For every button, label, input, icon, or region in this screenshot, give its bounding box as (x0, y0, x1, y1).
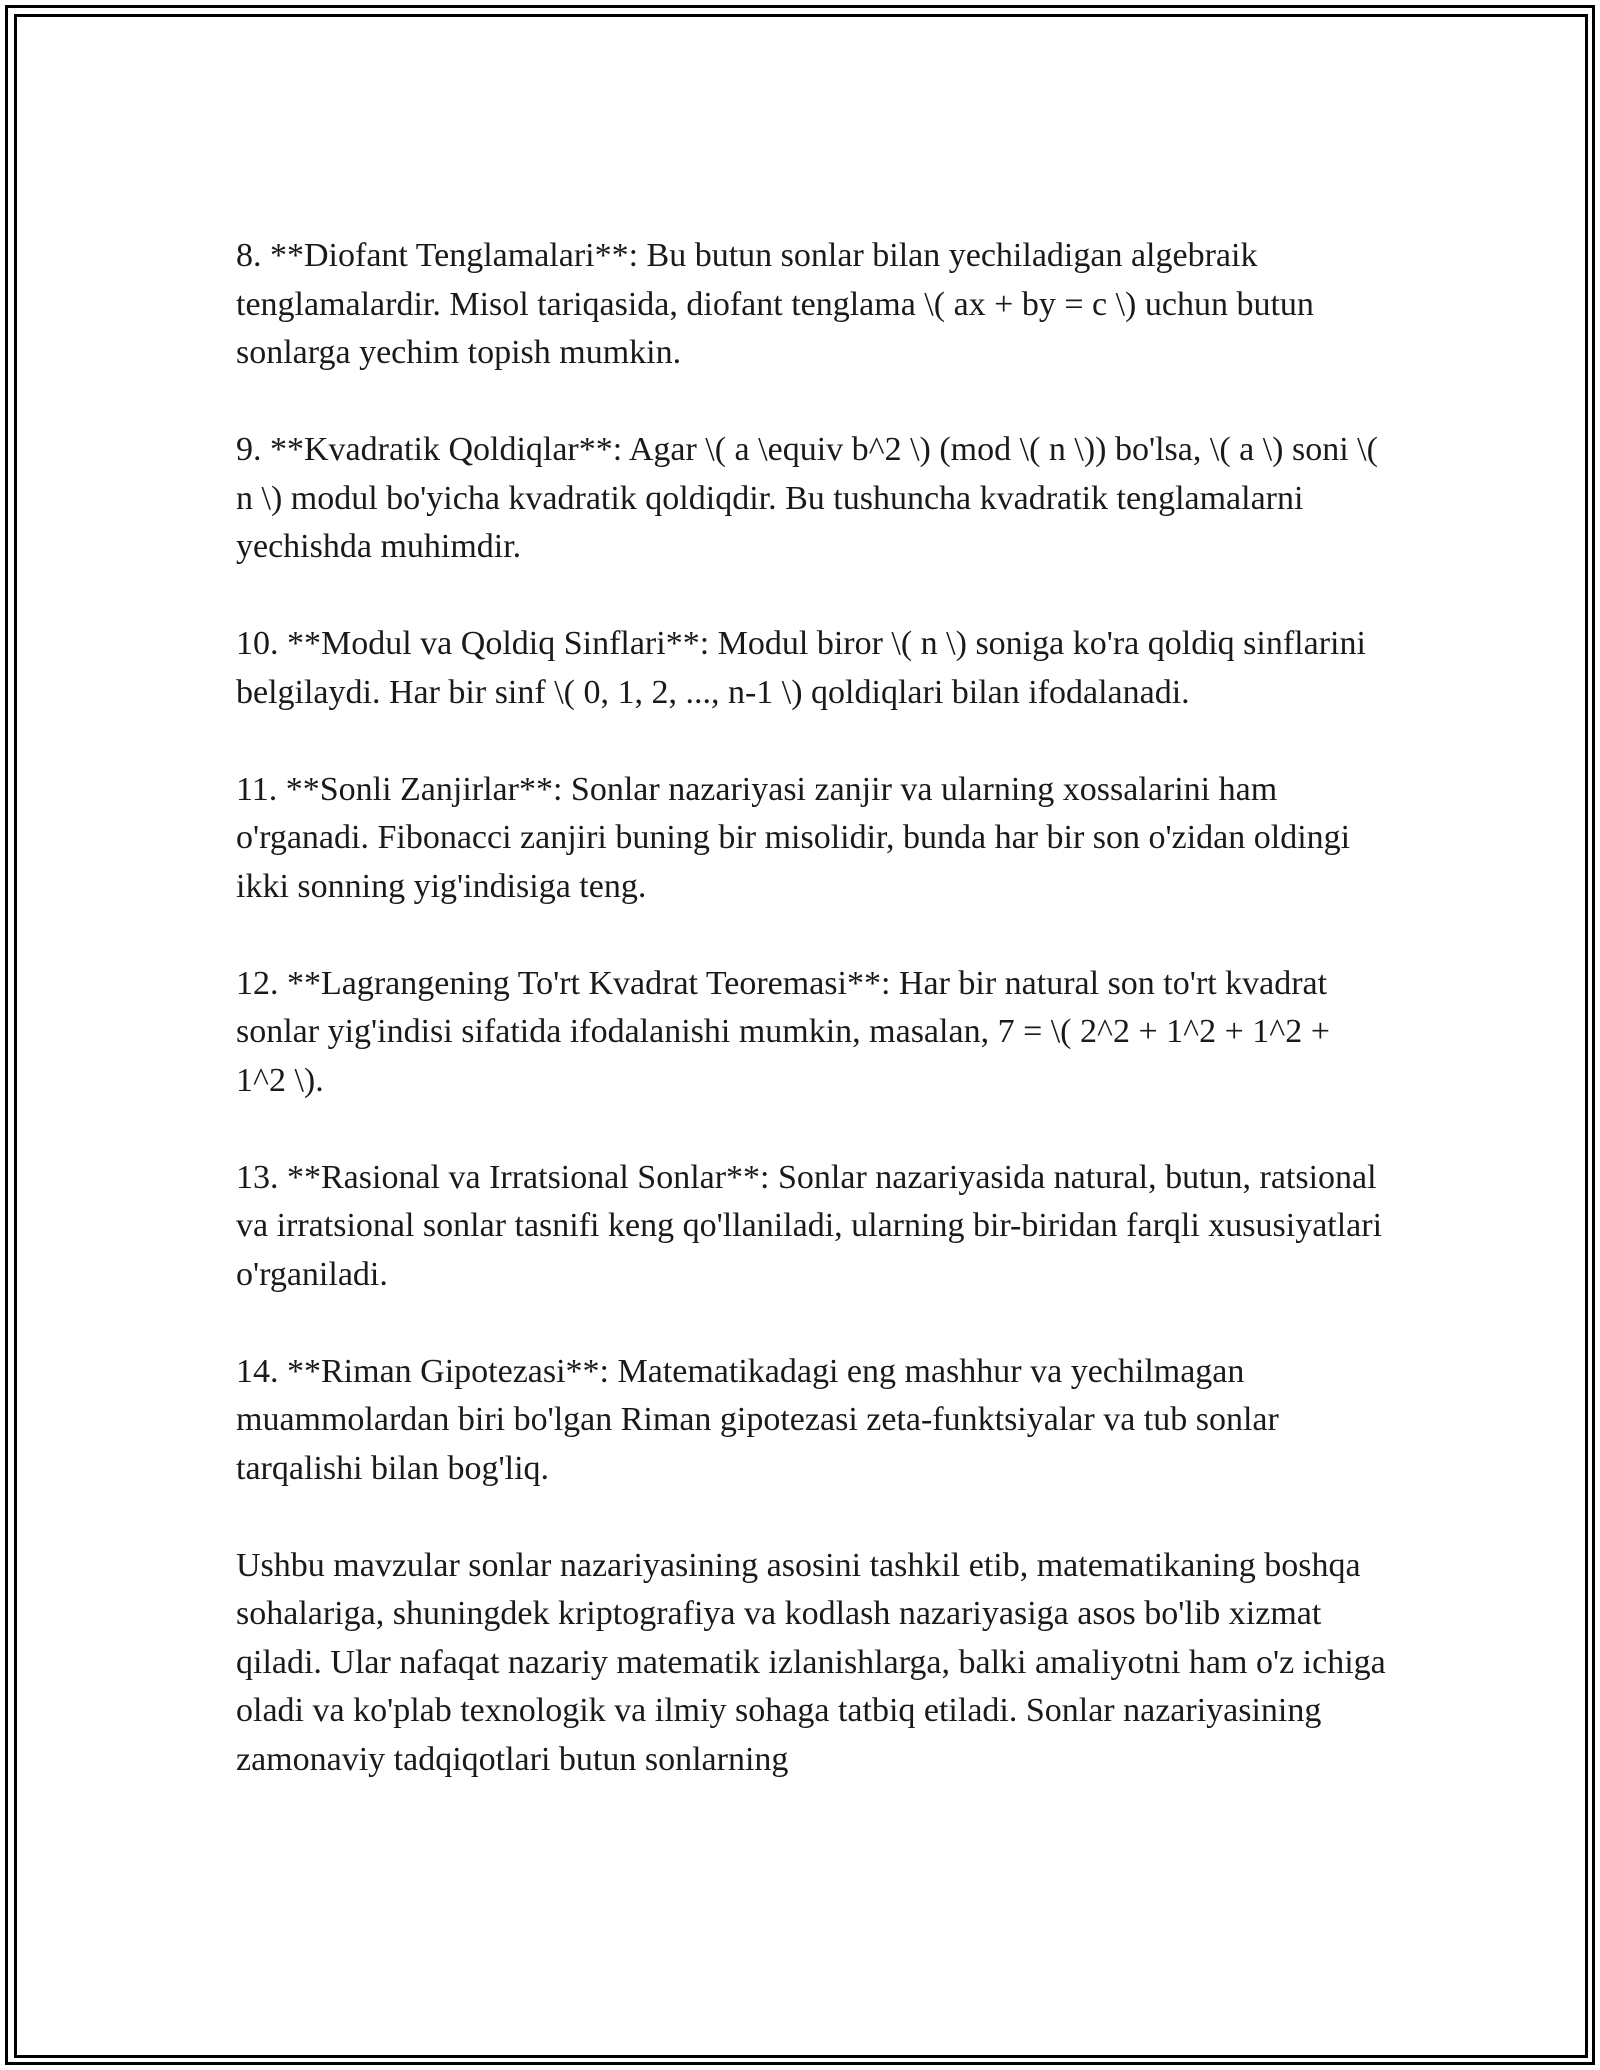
paragraph-conclusion: Ushbu mavzular sonlar nazariyasining asosini tashkil etib, matematikaning boshqa sohalariga, shuningdek kriptografiya va kodlash nazariyasiga asos bo'lib xizmat qiladi. Ular nafaqat nazariy matematik izlanishlarga, balki amaliyotni ham o'z ichiga oladi va ko'plab texnologik va ilmiy sohaga tatbiq etiladi. Sonlar nazariyasining zamonaviy tadqiqotlari butun sonlarning (236, 1546, 1386, 1778)
paragraph-riman-gipotezasi: 14. **Riman Gipotezasi**: Matematikadagi eng mashhur va yechilmagan muammolardan biri bo'lgan Riman gipotezasi zeta-funktsiyalar va tub sonlar tarqalishi bilan bog'liq. (236, 1352, 1279, 1487)
document-body (236, 232, 1386, 1833)
paragraph-lagrange-teoremasi: 12. **Lagrangening To'rt Kvadrat Teoremasi**: Har bir natural son to'rt kvadrat sonlar yig'indisi sifatida ifodalanishi mumkin, masalan, 7 = \( 2^2 + 1^2 + 1^2 + 1^2 \). (236, 964, 1330, 1099)
paragraph-sonli-zanjirlar: 11. **Sonli Zanjirlar**: Sonlar nazariyasi zanjir va ularning xossalarini ham o'rganadi. Fibonacci zanjiri buning bir misolidir, bunda har bir son o'zidan oldingi ikki sonning yig'indisiga teng. (236, 770, 1351, 905)
paragraph-kvadratik-qoldiqlar: 9. **Kvadratik Qoldiqlar**: Agar \( a \equiv b^2 \) (mod \( n \)) bo'lsa, \( a \) soni \( n \) modul bo'yicha kvadratik qoldiqdir. Bu tushuncha kvadratik tenglamalarni yechishda muhimdir. (236, 431, 1378, 565)
paragraph-rasional-irratsional-sonlar: 13. **Rasional va Irratsional Sonlar**: Sonlar nazariyasida natural, butun, ratsional va irratsional sonlar tasnifi keng qo'llaniladi, ularning bir-biridan farqli xususiyatlari o'rganiladi. (236, 1158, 1383, 1293)
paragraph-diofant-tenglamalari: 8. **Diofant Tenglamalari**: Bu butun sonlar bilan yechiladigan algebraik tenglamalardir. Misol tariqasida, diofant tenglama \( ax + by = c \) uchun butun sonlarga yechim topish mumkin. (236, 237, 1314, 371)
paragraph-modul-va-qoldiq-sinflari: 10. **Modul va Qoldiq Sinflari**: Modul biror \( n \) soniga ko'ra qoldiq sinflarini belgilaydi. Har bir sinf \( 0, 1, 2, ..., n-1 \) qoldiqlari bilan ifodalanadi. (236, 625, 1366, 711)
